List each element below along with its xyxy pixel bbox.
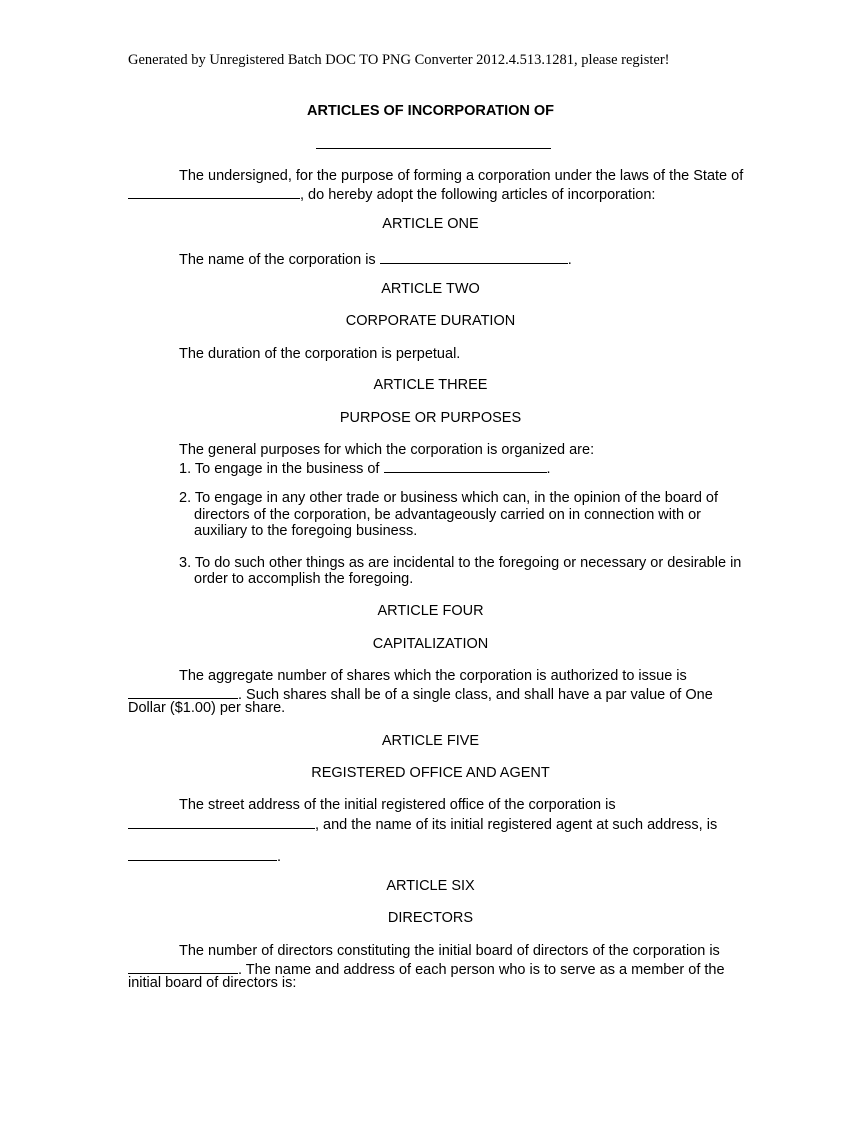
- state-blank: [128, 184, 300, 199]
- article-five-heading: ARTICLE FIVE: [381, 733, 480, 749]
- article-six-line-3: initial board of directors is:: [128, 975, 297, 991]
- article-three-heading: ARTICLE THREE: [373, 377, 488, 393]
- document-title: ARTICLES OF INCORPORATION OF: [306, 103, 555, 119]
- article-three-subheading: PURPOSE OR PURPOSES: [339, 410, 522, 426]
- article-one-text: The name of the corporation is .: [179, 249, 572, 268]
- article-four-line-1: The aggregate number of shares which the corporation is authorized to issue is: [179, 668, 687, 684]
- article-two-subheading: CORPORATE DURATION: [345, 313, 516, 329]
- article-four-line-3: Dollar ($1.00) per share.: [128, 700, 286, 716]
- article-one-heading: ARTICLE ONE: [382, 216, 479, 232]
- article-three-intro: The general purposes for which the corporation is organized are:: [179, 442, 595, 458]
- article-five-line-2: , and the name of its initial registered agent at such address, is: [128, 814, 717, 833]
- article-four-subheading: CAPITALIZATION: [372, 636, 489, 652]
- corporation-name-blank: [316, 148, 551, 149]
- purpose-item-1: 1. To engage in the business of .: [179, 458, 551, 477]
- purpose-item-3-line-2: order to accomplish the foregoing.: [194, 571, 414, 587]
- article-four-heading: ARTICLE FOUR: [377, 603, 484, 619]
- article-two-heading: ARTICLE TWO: [381, 281, 480, 297]
- shares-blank: [128, 684, 238, 699]
- purpose-item-2-line-2: directors of the corporation, be advantageously carried on in connection with or: [194, 507, 701, 523]
- article-six-subheading: DIRECTORS: [387, 910, 474, 926]
- article-six-line-2: . The name and address of each person who is to serve as a member of the: [128, 959, 725, 978]
- business-blank: [384, 458, 547, 473]
- article-six-line-1: The number of directors constituting the initial board of directors of the corporation is: [179, 943, 720, 959]
- converter-watermark: Generated by Unregistered Batch DOC TO PNG Converter 2012.4.513.1281, please register!: [128, 52, 670, 68]
- purpose-item-2-line-1: 2. To engage in any other trade or business which can, in the opinion of the board of: [179, 490, 719, 506]
- intro-line-2: , do hereby adopt the following articles of incorporation:: [128, 184, 655, 203]
- office-address-blank: [128, 814, 315, 829]
- purpose-item-2-line-3: auxiliary to the foregoing business.: [194, 523, 418, 539]
- article-four-line-2: . Such shares shall be of a single class, and shall have a par value of One: [128, 684, 713, 703]
- article-five-line-3: .: [128, 846, 281, 865]
- article-five-subheading: REGISTERED OFFICE AND AGENT: [311, 765, 550, 781]
- directors-count-blank: [128, 959, 238, 974]
- article-five-line-1: The street address of the initial registered office of the corporation is: [179, 797, 616, 813]
- intro-line-1: The undersigned, for the purpose of forming a corporation under the laws of the State of: [179, 168, 744, 184]
- article-two-text: The duration of the corporation is perpetual.: [179, 346, 461, 362]
- article-six-heading: ARTICLE SIX: [386, 878, 475, 894]
- name-blank: [380, 249, 568, 264]
- agent-name-blank: [128, 846, 277, 861]
- purpose-item-3-line-1: 3. To do such other things as are incidental to the foregoing or necessary or desirable in: [179, 555, 742, 571]
